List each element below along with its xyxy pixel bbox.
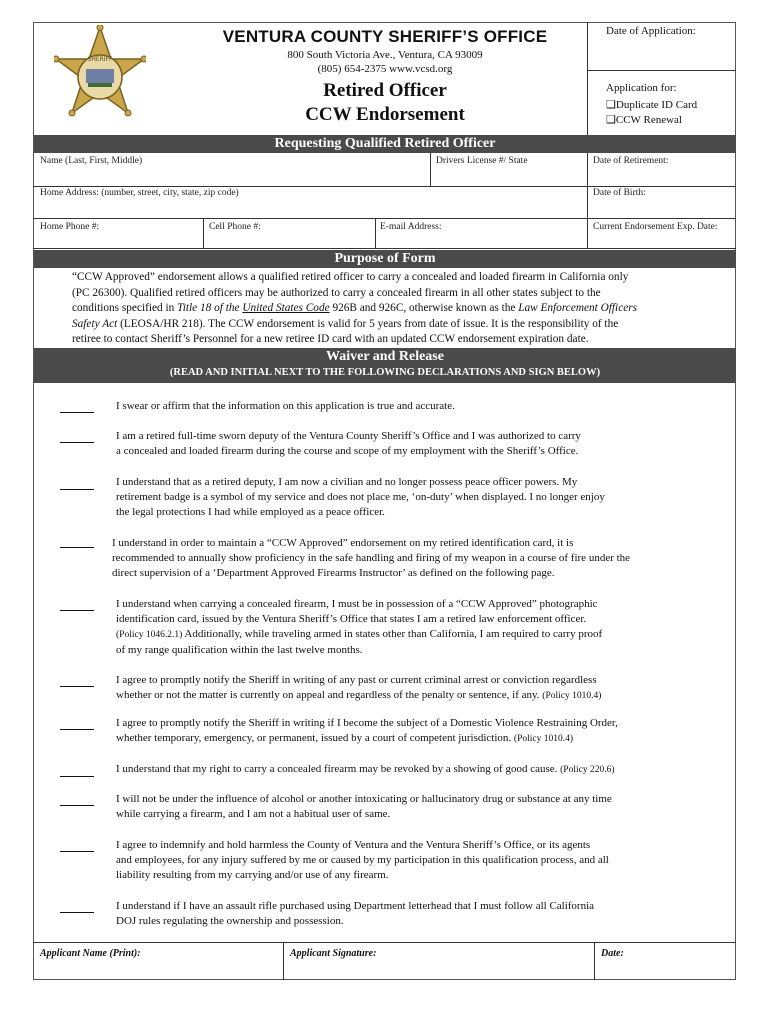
form-title-line1: Retired Officer (323, 80, 447, 101)
initial-line-6[interactable] (60, 685, 94, 687)
declaration-11: I understand if I have an assault rifle purchased using Department letterhead that I must follow all California DOJ rules regulating the ownership and possession. (116, 900, 595, 927)
agency-contact: (805) 654-2375 www.vcsd.org (317, 63, 453, 75)
home-phone-field[interactable]: Home Phone #: (40, 222, 100, 232)
header-divider (587, 22, 588, 135)
declaration-2: I am a retired full-time sworn deputy of the Ventura County Sheriff’s Office and I was authorized to carry a concealed and loaded firearm during the course and scope of my employment with the Sheriff’s Office. (116, 430, 581, 457)
sheriff-badge-logo (54, 25, 146, 129)
ccw-renewal-option[interactable] (606, 113, 682, 126)
declaration-4: I understand in order to maintain a “CCW Approved” endorsement on my retired identification card, it is recommended to annually show proficiency in the safe handling and firing of my weapon in a course of fire under the direct supervision of a ‘Department Approved Firearms Instructor’ as defined on the following page. (112, 537, 631, 579)
initial-line-3[interactable] (60, 488, 94, 490)
footer-col-divider (594, 942, 595, 980)
footer-divider (33, 942, 736, 943)
purpose-line: retiree to contact Sheriff’s Personnel for a new retiree ID card with an updated CCW endorsement expiration date. (72, 333, 589, 345)
name-field[interactable]: Name (Last, First, Middle) (40, 156, 143, 166)
initial-line-8[interactable] (60, 775, 94, 777)
row-divider (33, 218, 736, 219)
col-divider (375, 218, 376, 248)
initial-line-11[interactable] (60, 911, 94, 913)
date-of-application-label: Date of Application: (606, 25, 696, 37)
declaration-7: I agree to promptly notify the Sheriff in writing if I become the subject of a Domestic Violence Restraining Order, whether temporary, emergency, or permanent, issued by a court of competent jurisdiction. (Policy 1010.4) (116, 717, 618, 744)
applicant-name-field[interactable]: Applicant Name (Print): (40, 948, 141, 959)
drivers-license-field[interactable]: Drivers License #/ State (436, 156, 528, 166)
date-of-retirement-field[interactable]: Date of Retirement: (593, 156, 669, 166)
initial-line-9[interactable] (60, 804, 94, 806)
declaration-5: I understand when carrying a concealed firearm, I must be in possession of a “CCW Approved” photographic identification card, issued by the Ventura Sheriff’s Office that states I am a retired law enforcement officer. (Policy 1046.2.1) Additionally, while traveling armed in states other than California, I am required to carry proof of my range qualification within the last twelve months. (116, 598, 603, 656)
date-of-birth-field[interactable]: Date of Birth: (593, 188, 646, 198)
email-field[interactable]: E-mail Address: (380, 222, 442, 232)
applicant-signature-field[interactable]: Applicant Signature: (290, 948, 377, 959)
application-for-label: Application for: (606, 82, 677, 94)
duplicate-id-option[interactable] (606, 98, 697, 111)
ccw-renewal-label: CCW Renewal (615, 114, 682, 126)
checkbox-icon[interactable]: ❑ (606, 114, 616, 126)
waiver-subtitle: (READ AND INITIAL NEXT TO THE FOLLOWING DECLARATIONS AND SIGN BELOW) (169, 367, 601, 378)
initial-line-10[interactable] (60, 850, 94, 852)
initial-line-2[interactable] (60, 441, 94, 443)
declaration-10: I agree to indemnify and hold harmless the County of Ventura and the Ventura Sheriff’s Office, or its agents and employees, for any injury suffered by me or caused by my participation in this qualification process, and all liability resulting from my carrying and/or use of any firearm. (116, 839, 609, 881)
agency-address: 800 South Victoria Ave., Ventura, CA 93009 (287, 49, 483, 61)
purpose-line: Safety Act (LEOSA/HR 218). The CCW endorsement is valid for 5 years from date of issue. It is the responsibility of the (72, 317, 619, 330)
initial-line-4[interactable] (60, 546, 94, 548)
declaration-1: I swear or affirm that the information on this application is true and accurate. (116, 400, 455, 412)
col-divider (430, 153, 431, 186)
row-divider (33, 248, 736, 249)
col-divider (587, 153, 588, 248)
duplicate-id-label: Duplicate ID Card (615, 99, 698, 111)
declaration-6: I agree to promptly notify the Sheriff in writing of any past or current criminal arrest or conviction regardless whether or not the matter is currently on appeal and regardless of the penalty or sentence, if any. (Policy 1010.4) (116, 674, 602, 701)
purpose-paragraph (72, 270, 722, 348)
declaration-9: I will not be under the influence of alcohol or another intoxicating or hallucinatory drug or substance at any time while carrying a firearm, and I am not a habitual user of same. (116, 793, 612, 820)
purpose-line: conditions specified in Title 18 of the United States Code 926B and 926C, otherwise known as the Law Enforcement Officers (72, 302, 638, 314)
section-title-requesting-officer: Requesting Qualified Retired Officer (34, 135, 736, 153)
endorsement-exp-date-field[interactable]: Current Endorsement Exp. Date: (593, 222, 718, 232)
svg-text:SHERIFF: SHERIFF (87, 56, 113, 63)
cell-phone-field[interactable]: Cell Phone #: (209, 222, 261, 232)
initial-line-7[interactable] (60, 728, 94, 730)
declaration-8: I understand that my right to carry a concealed firearm may be revoked by a showing of good cause. (Policy 220.6) (116, 763, 615, 775)
section-title-waiver (34, 348, 736, 383)
agency-name: VENTURA COUNTY SHERIFF’S OFFICE (222, 27, 548, 46)
col-divider (203, 218, 204, 248)
initial-line-1[interactable] (60, 411, 94, 413)
waiver-title: Waiver and Release (326, 349, 444, 364)
declaration-3: I understand that as a retired deputy, I am now a civilian and no longer possess peace officer powers. My retirement badge is a symbol of my service and does not place me, ‘on-duty’ when displayed. I no longer enjoy the legal protections I had while employed as a peace officer. (116, 476, 605, 518)
home-address-field[interactable]: Home Address: (number, street, city, state, zip code) (40, 188, 239, 198)
checkbox-icon[interactable]: ❑ (606, 99, 616, 111)
initial-line-5[interactable] (60, 609, 94, 611)
date-field[interactable]: Date: (601, 948, 624, 959)
purpose-line: (PC 26300). Qualified retired officers may be authorized to carry a concealed firearm in all other states subject to the (72, 286, 601, 299)
row-divider (33, 186, 736, 187)
section-title-purpose: Purpose of Form (34, 250, 736, 268)
purpose-line: “CCW Approved” endorsement allows a qualified retired officer to carry a concealed and loaded firearm in California only (72, 271, 629, 283)
footer-col-divider (283, 942, 284, 980)
form-title-line2: CCW Endorsement (305, 104, 465, 125)
header-divider-h (587, 70, 736, 71)
